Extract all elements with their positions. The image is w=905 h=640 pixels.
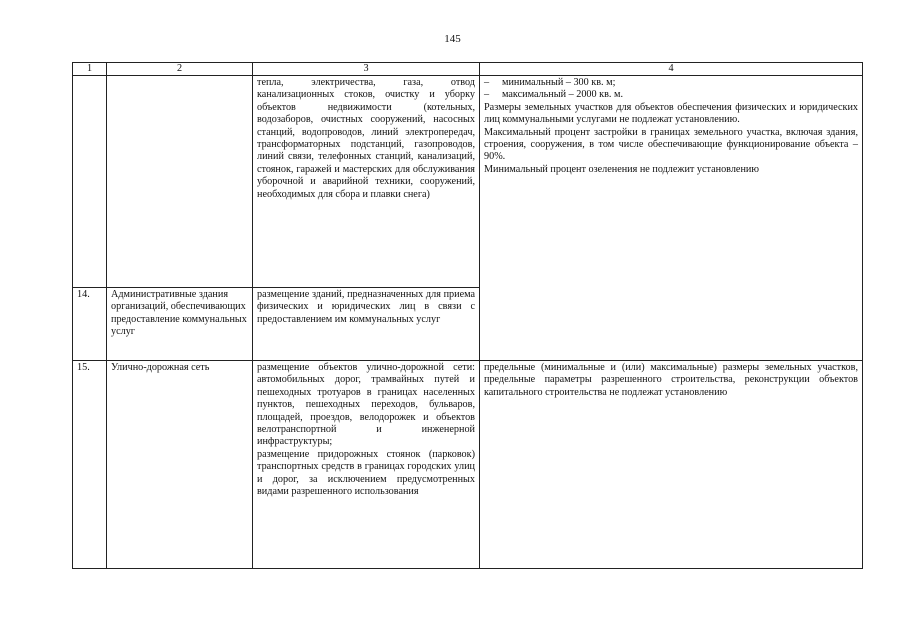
column-number-row [73,63,863,76]
bullet-item [484,89,858,101]
object-name: Улично-дорожная сеть [107,361,253,569]
permitted-use-text: размещение зданий, предназначенных для приема физических и юридических лиц в связи с предоставлением им коммунальных услуг [253,288,480,361]
dash-marker: – [484,89,490,101]
column-number-3: 3 [253,63,480,76]
table-row-continuation [73,76,863,288]
column-number-1: 1 [73,63,107,76]
table-row-15 [73,361,863,569]
parameters-cell [480,76,863,361]
permitted-use-text: размещение придорожных стоянок (парковок) транспортных средств в границах городских улиц и дорог, за исключением предусмотренных видами разрешенного использования [257,448,475,498]
empty-cell [73,76,107,288]
column-number-2: 2 [107,63,253,76]
regulations-table [72,62,863,569]
row-number: 15. [73,361,107,569]
min-area-text: минимальный – 300 кв. м; [502,77,616,88]
empty-cell [107,76,253,288]
paragraph-greening: Минимальный процент озеленения не подлежит установлению [484,163,759,175]
object-name: Административные здания организаций, обеспечивающих предоставление коммунальных услуг [107,288,253,361]
paragraph-max-coverage: Максимальный процент застройки в границах земельного участка, включая здания, строения, сооружения, в том числе обеспечивающие функционирование объекта – 90%. [484,126,858,163]
paragraph-land-sizes: Размеры земельных участков для объектов обеспечения физических и юридических лиц коммунальными услугами не подлежат установлению. [484,101,858,126]
page-number: 145 [444,33,461,45]
dash-marker: – [484,77,490,88]
bullet-item [484,77,858,89]
permitted-use-cell [253,361,480,569]
permitted-use-text: размещение объектов улично-дорожной сети: автомобильных дорог, трамвайных путей и пешеходных тротуаров в границах населенных пунктов, пешеходных переходов, бульваров, площадей, проездов, велодорожек и объектов велотранспортной и инженерной инфраструктуры; [257,362,475,448]
permitted-use-text: тепла, электричества, газа, отвод канализационных стоков, очистку и уборку объектов недвижимости (котельных, водозаборов, очистных сооружений, насосных станций, водопроводов, линий электропередач, трансформаторных подстанций, газопроводов, линий связи, телефонных станций, канализаций, стоянок, гаражей и мастерских для обслуживания уборочной и аварийной техники, сооружений, необходимых для сбора и плавки снега) [253,76,480,288]
parameters-text: предельные (минимальные и (или) максимальные) размеры земельных участков, предельные параметры разрешенного строительства, реконструкции объектов капитального строительства не подлежат установлению [480,361,863,569]
column-number-4: 4 [480,63,863,76]
row-number: 14. [73,288,107,361]
max-area-text: максимальный – 2000 кв. м. [502,89,623,101]
